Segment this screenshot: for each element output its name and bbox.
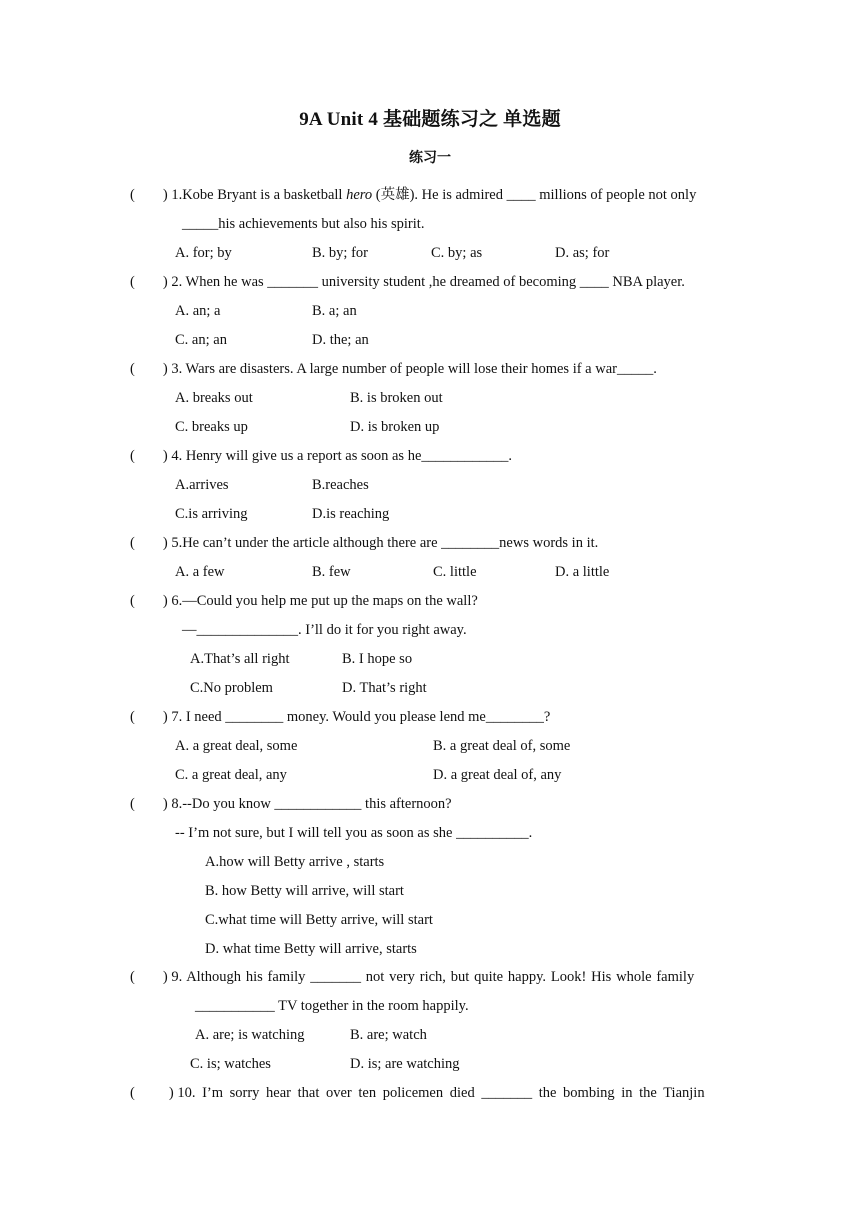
option-b: B. how Betty will arrive, will start [205,883,404,899]
option-c: C.what time will Betty arrive, will start [205,912,433,928]
question-text: 8.--Do you know ____________ this afternoon? [171,796,452,812]
question-10 [130,1084,730,1102]
option-b: B. a great deal of, some [433,738,571,754]
question-text: 4. Henry will give us a report as soon as he____________. [171,448,513,464]
answer-paren-open: ( [130,1085,135,1101]
question-8 [130,795,730,813]
option-a: A. a great deal, some [175,738,298,754]
option-d: D. as; for [555,245,610,261]
answer-paren-open: ( [130,969,135,985]
question-6-reply: —______________. I’ll do it for you right away. [182,622,467,638]
option-a: A. for; by [175,245,232,261]
answer-paren-open: ( [130,448,135,464]
question-3 [130,360,730,378]
option-d: D. what time Betty will arrive, starts [205,941,417,957]
question-1-continued: _____his achievements but also his spirit. [182,216,425,232]
option-a: A.arrives [175,477,229,493]
question-text: 1.Kobe Bryant is a basketball [171,187,347,203]
answer-paren-open: ( [130,709,135,725]
answer-paren-close: ) [162,796,168,812]
italic-word: hero [346,187,373,203]
option-d: D. a great deal of, any [433,767,562,783]
option-c: C. breaks up [175,419,248,435]
option-b: B. by; for [312,245,368,261]
answer-paren-close: ) [162,187,168,203]
option-a: A. breaks out [175,390,253,406]
answer-paren-close: ) [162,448,168,464]
option-d: D. a little [555,564,610,580]
question-1 [130,186,730,204]
question-9-continued: ___________ TV together in the room happily. [195,998,469,1014]
answer-paren-close: ) [162,969,168,985]
option-b: B. are; watch [350,1027,427,1043]
option-c: C.No problem [190,680,273,696]
option-b: B. is broken out [350,390,443,406]
option-b: B. a; an [312,303,357,319]
answer-paren-open: ( [130,361,135,377]
option-a: A. a few [175,564,225,580]
option-c: C. by; as [431,245,483,261]
answer-paren-open: ( [130,593,135,609]
answer-paren-close: ) [162,274,168,290]
question-text: 5.He can’t under the article although there are ________news words in it. [171,535,599,551]
option-b: B.reaches [312,477,369,493]
question-text: 10. I’m sorry hear that over ten policemen died _______ the bombing in the Tianjin [177,1085,705,1101]
option-d: D. is; are watching [350,1056,460,1072]
option-c: C. a great deal, any [175,767,287,783]
option-c: C. an; an [175,332,227,348]
question-2 [130,273,730,291]
answer-paren-open: ( [130,187,135,203]
option-c: C. is; watches [190,1056,271,1072]
answer-paren-close: ) [162,361,168,377]
option-d: D. is broken up [350,419,440,435]
option-a: A.how will Betty arrive , starts [205,854,385,870]
option-d: D.is reaching [312,506,390,522]
option-a: A. an; a [175,303,221,319]
answer-paren-close: ) [162,535,168,551]
question-text: 7. I need ________ money. Would you please lend me________? [171,709,551,725]
page-title: 9A Unit 4 基础题练习之 单选题 [299,109,561,130]
question-text-rest: (英雄). He is admired ____ millions of people not only [372,187,697,203]
page-subtitle: 练习一 [409,151,451,166]
question-9 [130,968,730,986]
answer-paren-open: ( [130,535,135,551]
question-text: 3. Wars are disasters. A large number of people will lose their homes if a war_____. [171,361,657,377]
answer-paren-close: ) [162,709,168,725]
option-a: A.That’s all right [190,651,290,667]
question-text: 2. When he was _______ university student ,he dreamed of becoming ____ NBA player. [171,274,685,290]
question-4 [130,447,730,465]
question-5 [130,534,730,552]
question-text: 6.—Could you help me put up the maps on the wall? [171,593,478,609]
option-b: B. I hope so [342,651,413,667]
option-c: C. little [433,564,477,580]
question-text: 9. Although his family _______ not very rich, but quite happy. Look! His whole family [171,969,695,985]
option-d: D. the; an [312,332,369,348]
answer-paren-open: ( [130,274,135,290]
question-6 [130,592,730,610]
option-d: D. That’s right [342,680,427,696]
option-c: C.is arriving [175,506,248,522]
question-8-reply: -- I’m not sure, but I will tell you as soon as she __________. [175,825,533,841]
answer-paren-open: ( [130,796,135,812]
answer-paren-close: ) [168,1085,174,1101]
question-7 [130,708,730,726]
option-b: B. few [312,564,351,580]
option-a: A. are; is watching [195,1027,305,1043]
answer-paren-close: ) [162,593,168,609]
